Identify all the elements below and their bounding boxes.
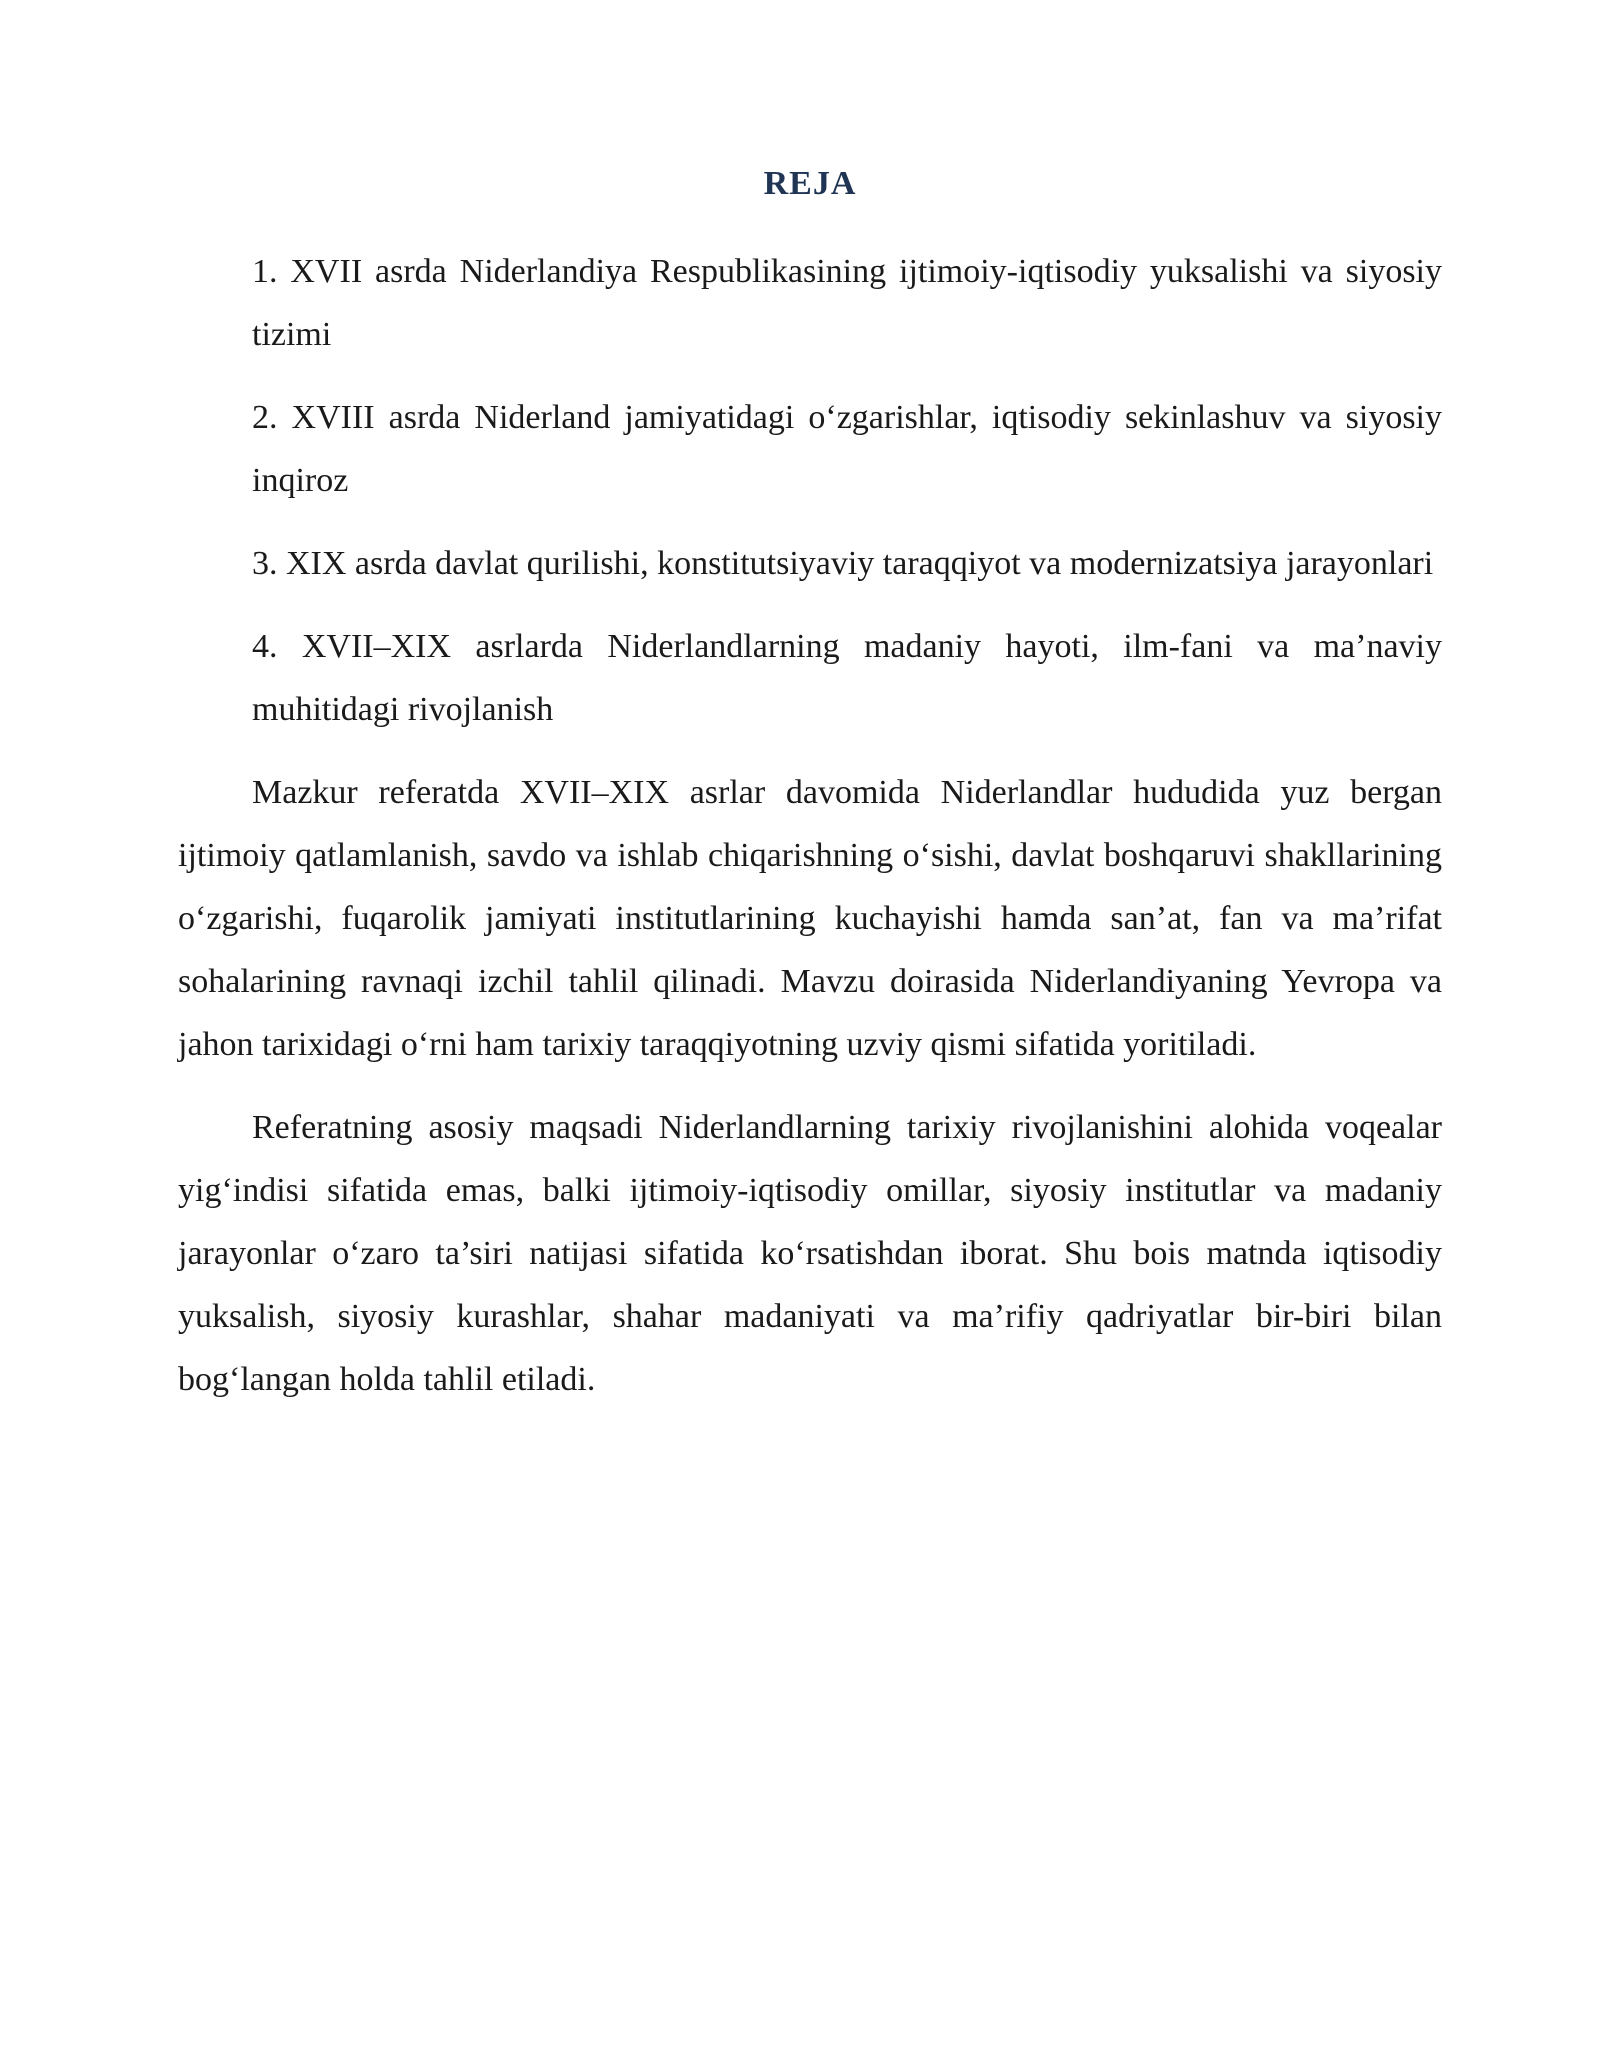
plan-item-2: 2. XVIII asrda Niderland jamiyatidagi o‘zgarishlar, iqtisodiy sekinlashuv va siyosiy inqiroz	[252, 399, 1442, 499]
plan-item-3: 3. XIX asrda davlat qurilishi, konstitutsiyaviy taraqqiyot va modernizatsiya jarayonlari	[252, 545, 1434, 582]
plan-item-1: 1. XVII asrda Niderlandiya Respublikasining ijtimoiy-iqtisodiy yuksalishi va siyosiy tizimi	[252, 253, 1442, 353]
purpose-paragraph: Referatning asosiy maqsadi Niderlandlarning tarixiy rivojlanishini alohida voqealar yig‘indisi sifatida emas, balki ijtimoiy-iqtisodiy omillar, siyosiy institutlar va madaniy jarayonlar o‘zaro ta’siri natijasi sifatida ko‘rsatishdan iborat. Shu bois matnda iqtisodiy yuksalish, siyosiy kurashlar, shahar madaniyati va ma’rifiy qadriyatlar bir-biri bilan bog‘langan holda tahlil etiladi.	[178, 1109, 1442, 1398]
intro-paragraph: Mazkur referatda XVII–XIX asrlar davomida Niderlandlar hududida yuz bergan ijtimoiy qatlamlanish, savdo va ishlab chiqarishning o‘sishi, davlat boshqaruvi shakllarining o‘zgarishi, fuqarolik jamiyati institutlarining kuchayishi hamda san’at, fan va ma’rifat sohalarining ravnaqi izchil tahlil qilinadi. Mavzu doirasida Niderlandiyaning Yevropa va jahon tarixidagi o‘rni ham tarixiy taraqqiyotning uzviy qismi sifatida yoritiladi.	[178, 774, 1442, 1063]
document-page	[178, 160, 1442, 1431]
plan-item-4: 4. XVII–XIX asrlarda Niderlandlarning madaniy hayoti, ilm-fani va ma’naviy muhitidagi rivojlanish	[252, 628, 1442, 728]
plan-list	[178, 240, 1442, 741]
page-title: REJA	[763, 165, 857, 202]
